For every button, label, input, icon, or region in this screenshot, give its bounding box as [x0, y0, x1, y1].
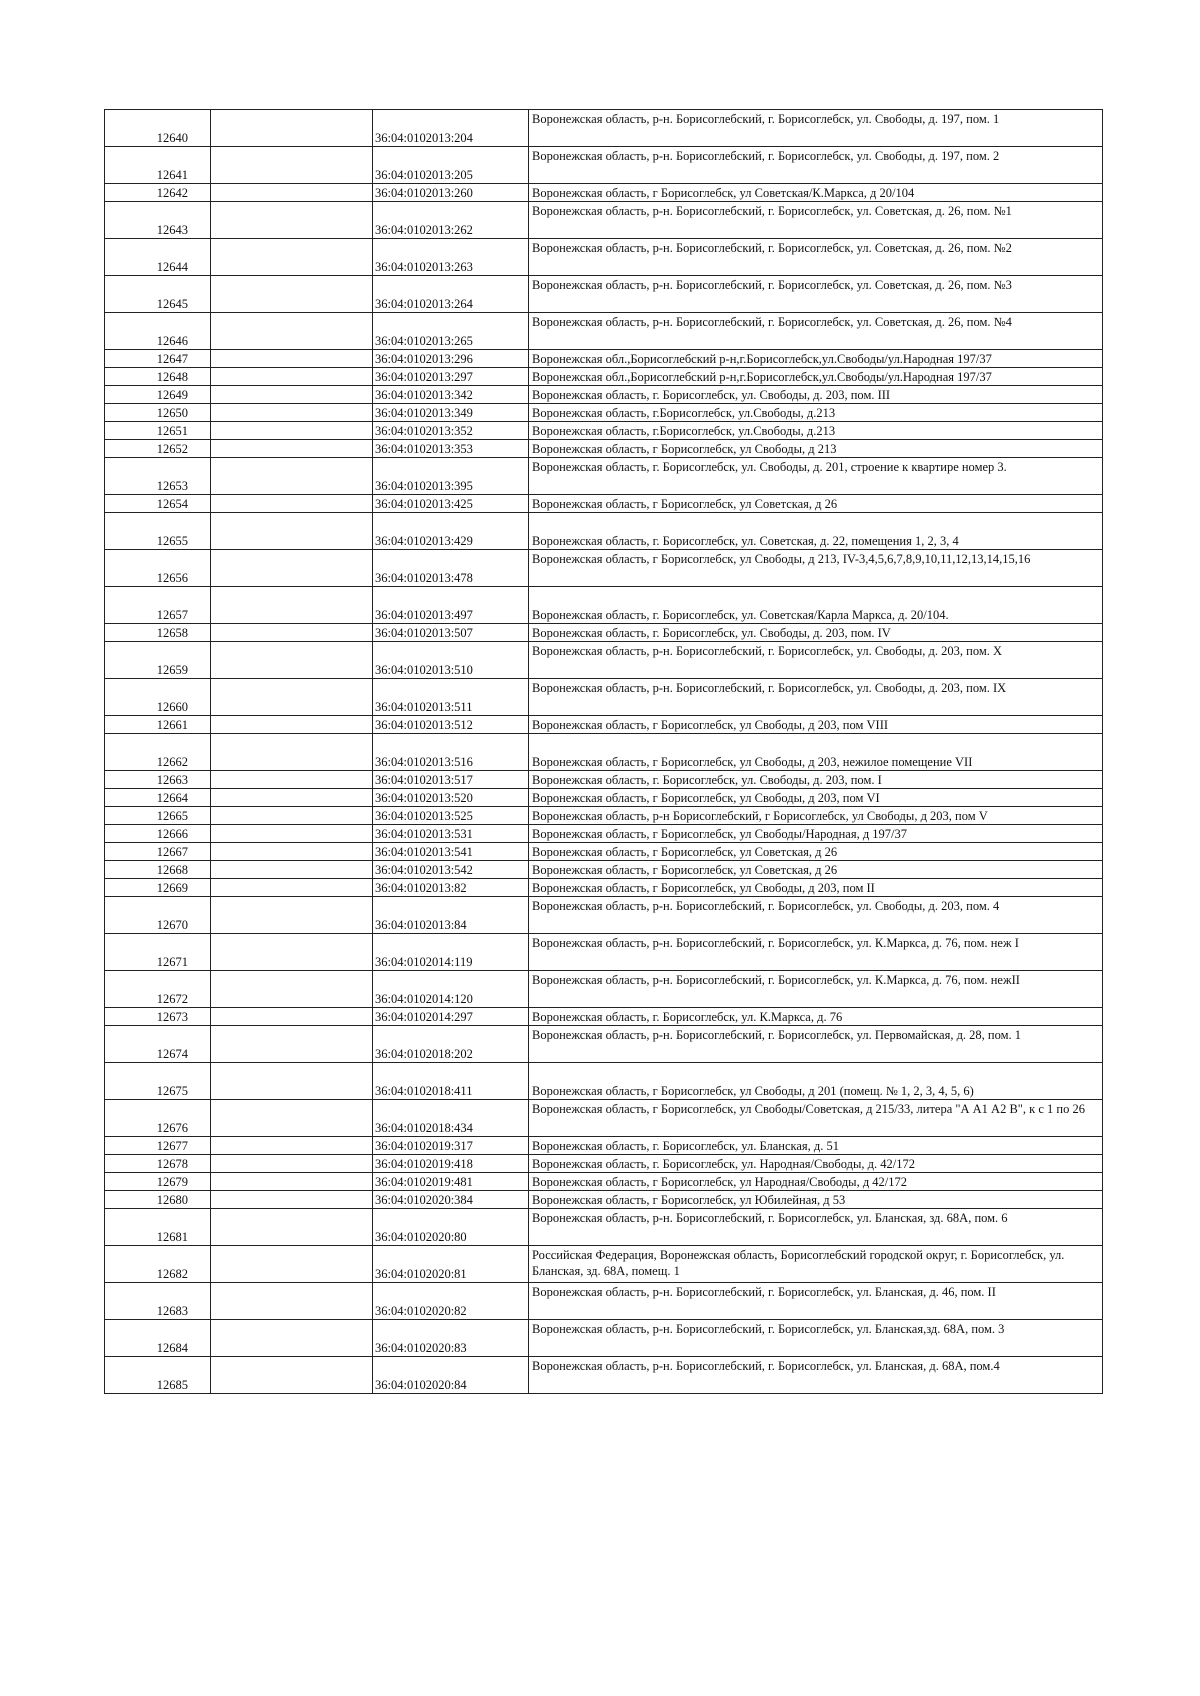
address-cell: Воронежская область, г Борисоглебск, ул Свободы/Народная, д 197/37: [529, 825, 1103, 843]
row-number: 12672: [105, 971, 211, 1008]
table-row: [105, 147, 1103, 184]
address-cell: Воронежская область, г. Борисоглебск, ул. Свободы, д. 203, пом. III: [529, 386, 1103, 404]
empty-cell: [211, 276, 373, 313]
empty-cell: [211, 789, 373, 807]
table-row: [105, 971, 1103, 1008]
empty-cell: [211, 624, 373, 642]
empty-cell: [211, 897, 373, 934]
empty-cell: [211, 642, 373, 679]
table-row: [105, 1100, 1103, 1137]
cadastral-number: 36:04:0102013:531: [373, 825, 529, 843]
row-number: 12673: [105, 1008, 211, 1026]
cadastral-number: 36:04:0102013:525: [373, 807, 529, 825]
empty-cell: [211, 861, 373, 879]
row-number: 12666: [105, 825, 211, 843]
empty-cell: [211, 807, 373, 825]
row-number: 12641: [105, 147, 211, 184]
row-number: 12685: [105, 1357, 211, 1394]
row-number: 12652: [105, 440, 211, 458]
table-row: [105, 734, 1103, 771]
address-cell: Воронежская область, г.Борисоглебск, ул.Свободы, д.213: [529, 422, 1103, 440]
empty-cell: [211, 1100, 373, 1137]
row-number: 12651: [105, 422, 211, 440]
address-cell: Воронежская область, г Борисоглебск, ул Советская/К.Маркса, д 20/104: [529, 184, 1103, 202]
cadastral-number: 36:04:0102013:352: [373, 422, 529, 440]
row-number: 12649: [105, 386, 211, 404]
table-row: [105, 404, 1103, 422]
empty-cell: [211, 440, 373, 458]
address-cell: Воронежская область, г. Борисоглебск, ул. Народная/Свободы, д. 42/172: [529, 1155, 1103, 1173]
cadastral-number: 36:04:0102018:202: [373, 1026, 529, 1063]
cadastral-number: 36:04:0102013:512: [373, 716, 529, 734]
cadastral-number: 36:04:0102020:82: [373, 1283, 529, 1320]
table-row: [105, 716, 1103, 734]
row-number: 12677: [105, 1137, 211, 1155]
empty-cell: [211, 679, 373, 716]
table-row: [105, 1173, 1103, 1191]
address-cell: Воронежская область, р-н. Борисоглебский, г. Борисоглебск, ул. Бланская, д. 46, пом. II: [529, 1283, 1103, 1320]
address-cell: Воронежская обл.,Борисоглебский р-н,г.Борисоглебск,ул.Свободы/ул.Народная 197/37: [529, 350, 1103, 368]
address-cell: Воронежская область, р-н. Борисоглебский, г. Борисоглебск, ул. Бланская,зд. 68А, пом. 3: [529, 1320, 1103, 1357]
table-row: [105, 276, 1103, 313]
cadastral-number: 36:04:0102013:516: [373, 734, 529, 771]
row-number: 12678: [105, 1155, 211, 1173]
table-row: [105, 184, 1103, 202]
empty-cell: [211, 513, 373, 550]
empty-cell: [211, 313, 373, 350]
cadastral-number: 36:04:0102013:541: [373, 843, 529, 861]
cadastral-number: 36:04:0102013:342: [373, 386, 529, 404]
empty-cell: [211, 1008, 373, 1026]
empty-cell: [211, 843, 373, 861]
address-cell: Воронежская область, г Борисоглебск, ул Свободы, д 201 (помещ. № 1, 2, 3, 4, 5, 6): [529, 1063, 1103, 1100]
address-cell: Воронежская область, р-н. Борисоглебский, г. Борисоглебск, ул. Советская, д. 26, пом. №2: [529, 239, 1103, 276]
row-number: 12657: [105, 587, 211, 624]
address-cell: Воронежская область, р-н. Борисоглебский, г. Борисоглебск, ул. Свободы, д. 203, пом. IX: [529, 679, 1103, 716]
row-number: 12647: [105, 350, 211, 368]
cadastral-number: 36:04:0102013:297: [373, 368, 529, 386]
empty-cell: [211, 825, 373, 843]
table-row: [105, 1155, 1103, 1173]
table-row: [105, 422, 1103, 440]
address-cell: Воронежская область, г Борисоглебск, ул Свободы/Советская, д 215/33, литера "А А1 А2 В", к с 1 по 26: [529, 1100, 1103, 1137]
row-number: 12668: [105, 861, 211, 879]
row-number: 12663: [105, 771, 211, 789]
empty-cell: [211, 1137, 373, 1155]
row-number: 12654: [105, 495, 211, 513]
cadastral-number: 36:04:0102019:481: [373, 1173, 529, 1191]
table-row: [105, 350, 1103, 368]
table-row: [105, 386, 1103, 404]
cadastral-number: 36:04:0102013:84: [373, 897, 529, 934]
address-cell: Воронежская область, г Борисоглебск, ул Свободы, д 203, нежилое помещение VII: [529, 734, 1103, 771]
registry-rows: [105, 110, 1103, 1394]
cadastral-number: 36:04:0102018:434: [373, 1100, 529, 1137]
cadastral-number: 36:04:0102020:384: [373, 1191, 529, 1209]
cadastral-number: 36:04:0102013:511: [373, 679, 529, 716]
cadastral-number: 36:04:0102020:80: [373, 1209, 529, 1246]
table-row: [105, 458, 1103, 495]
address-cell: Воронежская область, г. Борисоглебск, ул. Свободы, д. 201, строение к квартире номер 3.: [529, 458, 1103, 495]
cadastral-number: 36:04:0102013:353: [373, 440, 529, 458]
row-number: 12664: [105, 789, 211, 807]
empty-cell: [211, 202, 373, 239]
cadastral-number: 36:04:0102020:83: [373, 1320, 529, 1357]
empty-cell: [211, 587, 373, 624]
table-row: [105, 642, 1103, 679]
table-row: [105, 1137, 1103, 1155]
empty-cell: [211, 1026, 373, 1063]
row-number: 12653: [105, 458, 211, 495]
cadastral-number: 36:04:0102013:478: [373, 550, 529, 587]
cadastral-number: 36:04:0102014:297: [373, 1008, 529, 1026]
empty-cell: [211, 550, 373, 587]
address-cell: Воронежская область, г. Борисоглебск, ул. К.Маркса, д. 76: [529, 1008, 1103, 1026]
table-row: [105, 1246, 1103, 1283]
address-cell: Воронежская область, г Борисоглебск, ул Свободы, д 213: [529, 440, 1103, 458]
empty-cell: [211, 184, 373, 202]
table-row: [105, 771, 1103, 789]
row-number: 12682: [105, 1246, 211, 1283]
cadastral-number: 36:04:0102013:520: [373, 789, 529, 807]
table-row: [105, 861, 1103, 879]
row-number: 12676: [105, 1100, 211, 1137]
row-number: 12674: [105, 1026, 211, 1063]
empty-cell: [211, 734, 373, 771]
row-number: 12656: [105, 550, 211, 587]
empty-cell: [211, 879, 373, 897]
address-cell: Воронежская область, р-н. Борисоглебский, г. Борисоглебск, ул. Свободы, д. 197, пом. 2: [529, 147, 1103, 184]
row-number: 12644: [105, 239, 211, 276]
table-row: [105, 1191, 1103, 1209]
address-cell: Воронежская область, г Борисоглебск, ул Советская, д 26: [529, 843, 1103, 861]
empty-cell: [211, 1063, 373, 1100]
empty-cell: [211, 404, 373, 422]
cadastral-number: 36:04:0102013:262: [373, 202, 529, 239]
row-number: 12680: [105, 1191, 211, 1209]
cadastral-number: 36:04:0102020:84: [373, 1357, 529, 1394]
row-number: 12645: [105, 276, 211, 313]
cadastral-number: 36:04:0102013:260: [373, 184, 529, 202]
table-row: [105, 550, 1103, 587]
cadastral-number: 36:04:0102013:542: [373, 861, 529, 879]
address-cell: Воронежская область, г Борисоглебск, ул Советская, д 26: [529, 495, 1103, 513]
cadastral-number: 36:04:0102013:82: [373, 879, 529, 897]
row-number: 12643: [105, 202, 211, 239]
address-cell: Воронежская область, р-н. Борисоглебский, г. Борисоглебск, ул. Свободы, д. 203, пом. 4: [529, 897, 1103, 934]
row-number: 12681: [105, 1209, 211, 1246]
cadastral-number: 36:04:0102013:517: [373, 771, 529, 789]
empty-cell: [211, 1283, 373, 1320]
address-cell: Воронежская область, г Борисоглебск, ул Свободы, д 203, пом VIII: [529, 716, 1103, 734]
empty-cell: [211, 716, 373, 734]
row-number: 12650: [105, 404, 211, 422]
empty-cell: [211, 971, 373, 1008]
cadastral-number: 36:04:0102013:349: [373, 404, 529, 422]
cadastral-number: 36:04:0102013:507: [373, 624, 529, 642]
address-cell: Воронежская область, р-н. Борисоглебский, г. Борисоглебск, ул. Советская, д. 26, пом. №4: [529, 313, 1103, 350]
row-number: 12671: [105, 934, 211, 971]
table-row: [105, 313, 1103, 350]
address-cell: Воронежская область, г. Борисоглебск, ул. Бланская, д. 51: [529, 1137, 1103, 1155]
cadastral-number: 36:04:0102019:418: [373, 1155, 529, 1173]
address-cell: Воронежская область, г.Борисоглебск, ул.Свободы, д.213: [529, 404, 1103, 422]
table-row: [105, 202, 1103, 239]
table-row: [105, 1008, 1103, 1026]
address-cell: Воронежская область, р-н. Борисоглебский, г. Борисоглебск, ул. Свободы, д. 197, пом. 1: [529, 110, 1103, 147]
table-row: [105, 843, 1103, 861]
address-cell: Воронежская область, г Борисоглебск, ул Свободы, д 203, пом II: [529, 879, 1103, 897]
address-cell: Воронежская область, г Борисоглебск, ул Юбилейная, д 53: [529, 1191, 1103, 1209]
cadastral-number: 36:04:0102013:425: [373, 495, 529, 513]
table-row: [105, 368, 1103, 386]
table-row: [105, 679, 1103, 716]
empty-cell: [211, 1209, 373, 1246]
address-cell: Воронежская область, г. Борисоглебск, ул. Советская/Карла Маркса, д. 20/104.: [529, 587, 1103, 624]
empty-cell: [211, 458, 373, 495]
row-number: 12683: [105, 1283, 211, 1320]
row-number: 12675: [105, 1063, 211, 1100]
address-cell: Российская Федерация, Воронежская область, Борисоглебский городской округ, г. Борисоглебск, ул. Бланская, зд. 68А, помещ. 1: [529, 1246, 1103, 1283]
address-cell: Воронежская область, г Борисоглебск, ул Свободы, д 213, IV-3,4,5,6,7,8,9,10,11,12,13,14,15,16: [529, 550, 1103, 587]
empty-cell: [211, 1320, 373, 1357]
empty-cell: [211, 934, 373, 971]
empty-cell: [211, 1155, 373, 1173]
empty-cell: [211, 1246, 373, 1283]
table-row: [105, 513, 1103, 550]
table-row: [105, 624, 1103, 642]
cadastral-number: 36:04:0102014:120: [373, 971, 529, 1008]
cadastral-number: 36:04:0102013:429: [373, 513, 529, 550]
table-row: [105, 879, 1103, 897]
empty-cell: [211, 422, 373, 440]
cadastral-number: 36:04:0102013:395: [373, 458, 529, 495]
empty-cell: [211, 350, 373, 368]
cadastral-number: 36:04:0102013:204: [373, 110, 529, 147]
row-number: 12642: [105, 184, 211, 202]
address-cell: Воронежская область, р-н. Борисоглебский, г. Борисоглебск, ул. К.Маркса, д. 76, пом. неж I: [529, 934, 1103, 971]
row-number: 12667: [105, 843, 211, 861]
table-row: [105, 440, 1103, 458]
address-cell: Воронежская область, г Борисоглебск, ул Народная/Свободы, д 42/172: [529, 1173, 1103, 1191]
address-cell: Воронежская область, г. Борисоглебск, ул. Советская, д. 22, помещения 1, 2, 3, 4: [529, 513, 1103, 550]
empty-cell: [211, 110, 373, 147]
table-row: [105, 897, 1103, 934]
row-number: 12646: [105, 313, 211, 350]
table-row: [105, 825, 1103, 843]
table-row: [105, 110, 1103, 147]
empty-cell: [211, 1173, 373, 1191]
cadastral-number: 36:04:0102018:411: [373, 1063, 529, 1100]
cadastral-number: 36:04:0102013:205: [373, 147, 529, 184]
table-row: [105, 1283, 1103, 1320]
table-row: [105, 587, 1103, 624]
empty-cell: [211, 147, 373, 184]
cadastral-number: 36:04:0102019:317: [373, 1137, 529, 1155]
address-cell: Воронежская область, р-н. Борисоглебский, г. Борисоглебск, ул. Бланская, зд. 68А, пом. 6: [529, 1209, 1103, 1246]
address-cell: Воронежская обл.,Борисоглебский р-н,г.Борисоглебск,ул.Свободы/ул.Народная 197/37: [529, 368, 1103, 386]
address-cell: Воронежская область, р-н. Борисоглебский, г. Борисоглебск, ул. Свободы, д. 203, пом. X: [529, 642, 1103, 679]
row-number: 12658: [105, 624, 211, 642]
empty-cell: [211, 368, 373, 386]
row-number: 12669: [105, 879, 211, 897]
address-cell: Воронежская область, г. Борисоглебск, ул. Свободы, д. 203, пом. I: [529, 771, 1103, 789]
row-number: 12679: [105, 1173, 211, 1191]
empty-cell: [211, 495, 373, 513]
table-row: [105, 1320, 1103, 1357]
cadastral-number: 36:04:0102013:510: [373, 642, 529, 679]
empty-cell: [211, 771, 373, 789]
address-cell: Воронежская область, г Борисоглебск, ул Советская, д 26: [529, 861, 1103, 879]
table-row: [105, 789, 1103, 807]
cadastral-number: 36:04:0102013:296: [373, 350, 529, 368]
registry-table: [104, 109, 1103, 1394]
row-number: 12659: [105, 642, 211, 679]
row-number: 12655: [105, 513, 211, 550]
empty-cell: [211, 386, 373, 404]
cadastral-number: 36:04:0102013:263: [373, 239, 529, 276]
table-row: [105, 807, 1103, 825]
row-number: 12662: [105, 734, 211, 771]
table-row: [105, 1357, 1103, 1394]
address-cell: Воронежская область, г Борисоглебск, ул Свободы, д 203, пом VI: [529, 789, 1103, 807]
empty-cell: [211, 1191, 373, 1209]
cadastral-number: 36:04:0102013:265: [373, 313, 529, 350]
address-cell: Воронежская область, р-н. Борисоглебский, г. Борисоглебск, ул. Бланская, д. 68А, пом.4: [529, 1357, 1103, 1394]
address-cell: Воронежская область, р-н. Борисоглебский, г. Борисоглебск, ул. К.Маркса, д. 76, пом. нежII: [529, 971, 1103, 1008]
table-row: [105, 495, 1103, 513]
row-number: 12640: [105, 110, 211, 147]
row-number: 12648: [105, 368, 211, 386]
row-number: 12661: [105, 716, 211, 734]
cadastral-number: 36:04:0102013:264: [373, 276, 529, 313]
table-row: [105, 239, 1103, 276]
table-row: [105, 1063, 1103, 1100]
address-cell: Воронежская область, р-н. Борисоглебский, г. Борисоглебск, ул. Советская, д. 26, пом. №1: [529, 202, 1103, 239]
address-cell: Воронежская область, р-н. Борисоглебский, г. Борисоглебск, ул. Советская, д. 26, пом. №3: [529, 276, 1103, 313]
address-cell: Воронежская область, р-н Борисоглебский, г Борисоглебск, ул Свободы, д 203, пом V: [529, 807, 1103, 825]
row-number: 12665: [105, 807, 211, 825]
address-cell: Воронежская область, р-н. Борисоглебский, г. Борисоглебск, ул. Первомайская, д. 28, пом. 1: [529, 1026, 1103, 1063]
table-row: [105, 934, 1103, 971]
row-number: 12660: [105, 679, 211, 716]
empty-cell: [211, 239, 373, 276]
cadastral-number: 36:04:0102020:81: [373, 1246, 529, 1283]
cadastral-number: 36:04:0102013:497: [373, 587, 529, 624]
row-number: 12670: [105, 897, 211, 934]
table-row: [105, 1026, 1103, 1063]
address-cell: Воронежская область, г. Борисоглебск, ул. Свободы, д. 203, пом. IV: [529, 624, 1103, 642]
empty-cell: [211, 1357, 373, 1394]
table-row: [105, 1209, 1103, 1246]
cadastral-number: 36:04:0102014:119: [373, 934, 529, 971]
row-number: 12684: [105, 1320, 211, 1357]
